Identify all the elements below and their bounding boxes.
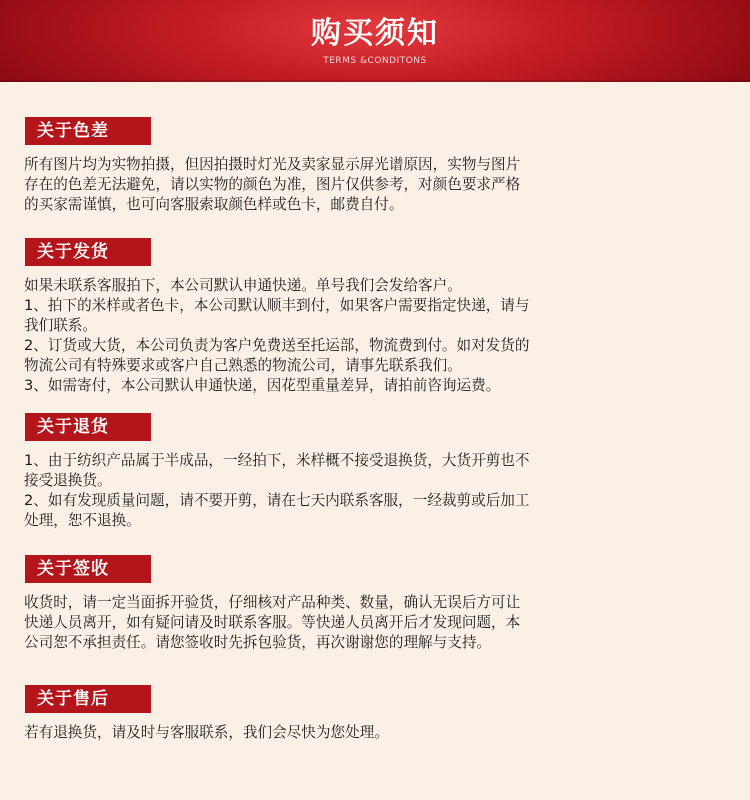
body-line: 收货时，请一定当面拆开验货，仔细核对产品种类、数量，确认无误后方可让 [24, 594, 521, 611]
body-line: 所有图片均为实物拍摄，但因拍摄时灯光及卖家显示屏光谱原因，实物与图片 [24, 156, 521, 173]
section-body-color-difference [24, 155, 730, 215]
body-line: 3、如需寄付，本公司默认申通快递，因花型重量差异，请拍前咨询运费。 [24, 377, 501, 394]
section-body-shipping [24, 276, 730, 396]
body-line: 存在的色差无法避免，请以实物的颜色为准，图片仅供参考，对颜色要求严格 [24, 176, 521, 193]
page-header [0, 0, 750, 82]
section-body-returns [24, 451, 730, 531]
body-line: 我们联系。 [24, 317, 97, 334]
body-line: 2、如有发现质量问题，请不要开剪，请在七天内联系客服，一经裁剪或后加工 [24, 492, 530, 509]
body-line: 1、拍下的米样或者色卡，本公司默认顺丰到付，如果客户需要指定快递，请与 [24, 297, 530, 314]
body-line: 的买家需谨慎，也可向客服索取颜色样或色卡，邮费自付。 [24, 196, 404, 213]
section-title-shipping: 关于发货 [25, 238, 151, 266]
body-line: 如果未联系客服拍下，本公司默认申通快递。单号我们会发给客户。 [24, 277, 462, 294]
section-body-after-sales [24, 723, 730, 743]
section-title-receipt: 关于签收 [25, 555, 151, 583]
body-line: 2、订货或大货，本公司负责为客户免费送至托运部，物流费到付。如对发货的 [24, 337, 530, 354]
body-line: 1、由于纺织产品属于半成品，一经拍下，米样概不接受退换货，大货开剪也不 [24, 452, 530, 469]
page-title: 购买须知 [311, 16, 439, 51]
section-title-after-sales: 关于售后 [25, 685, 151, 713]
body-line: 若有退换货，请及时与客服联系，我们会尽快为您处理。 [24, 724, 389, 741]
section-title-color-difference: 关于色差 [25, 117, 151, 145]
section-body-receipt [24, 593, 730, 653]
body-line: 处理，恕不退换。 [24, 512, 141, 529]
body-line: 接受退换货。 [24, 472, 112, 489]
page-subtitle: TERMS &CONDITONS [323, 56, 427, 66]
body-line: 物流公司有特殊要求或客户自己熟悉的物流公司，请事先联系我们。 [24, 357, 462, 374]
section-title-returns: 关于退货 [25, 413, 151, 441]
body-line: 公司恕不承担责任。请您签收时先拆包验货，再次谢谢您的理解与支持。 [24, 634, 492, 651]
body-line: 快递人员离开，如有疑问请及时联系客服。等快递人员离开后才发现问题，本 [24, 614, 521, 631]
